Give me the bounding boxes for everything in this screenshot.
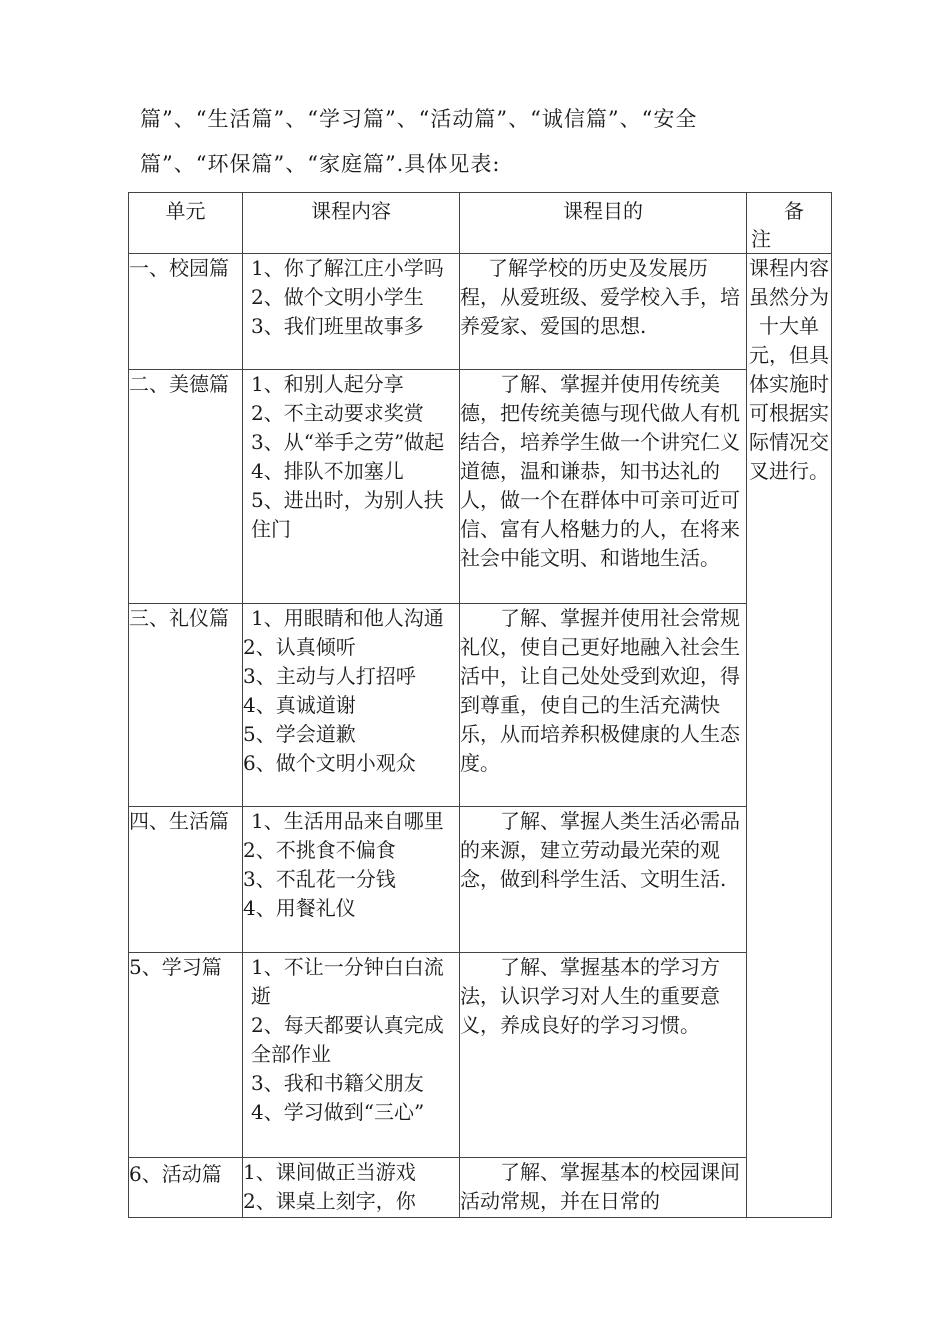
content-item: 1、课间做正当游戏 (243, 1160, 416, 1184)
unit-cell: 6、活动篇 (129, 1158, 243, 1218)
unit-cell: 一、校园篇 (129, 254, 243, 370)
content-item: 1、你了解江庄小学吗 (251, 256, 444, 280)
goal-cell: 了解、掌握并使用社会常规礼仪，使自己更好地融入社会生活中，让自己处处受到欢迎，得到尊重，使自己的生活充满快乐，从而培养积极健康的人生态度。 (460, 604, 747, 807)
content-item: 2、不挑食不偏食 (243, 838, 396, 862)
goal-cell: 了解、掌握人类生活必需品的来源，建立劳动最光荣的观念，做到科学生活、文明生活. (460, 807, 747, 953)
header-note-line2: 注 (751, 227, 771, 251)
content-item: 1、生活用品来自哪里 (251, 809, 444, 833)
course-table (128, 192, 832, 1218)
content-item: 3、从“举手之劳”做起 (251, 430, 445, 454)
content-cell (243, 370, 460, 604)
table-row (129, 1158, 832, 1218)
goal-cell: 了解、掌握并使用传统美德，把传统美德与现代做人有机结合，培养学生做一个讲究仁义道德，温和谦恭，知书达礼的人，做一个在群体中可亲可近可信、富有人格魅力的人，在将来社会中能文明、和谐地生活。 (460, 370, 747, 604)
content-item: 2、课桌上刻字，你 (243, 1189, 416, 1213)
content-item: 4、排队不加塞儿 (251, 459, 404, 483)
unit-cell: 二、美德篇 (129, 370, 243, 604)
content-item: 4、用餐礼仪 (243, 896, 356, 920)
table-row (129, 370, 832, 604)
content-item: 6、做个文明小观众 (243, 751, 416, 775)
table-row (129, 807, 832, 953)
content-item: 3、我们班里故事多 (251, 314, 424, 338)
content-item: 3、不乱花一分钱 (243, 867, 396, 891)
content-item: 4、真诚道谢 (243, 693, 356, 717)
intro-line-2: 篇”、“环保篇”、“家庭篇”.具体见表: (140, 152, 501, 176)
goal-cell: 了解、掌握基本的校园课间活动常规，并在日常的 (460, 1158, 747, 1218)
content-cell (243, 807, 460, 953)
header-content: 课程内容 (243, 193, 460, 254)
header-note (747, 193, 832, 254)
table-row (129, 604, 832, 807)
header-note-line1: 备 (784, 199, 804, 223)
content-item: 3、我和书籍父朋友 (251, 1071, 424, 1095)
content-item: 1、和别人起分享 (251, 372, 404, 396)
content-item: 2、做个文明小学生 (251, 285, 424, 309)
goal-cell: 了解学校的历史及发展历程，从爱班级、爱学校入手，培养爱家、爱国的思想. (460, 254, 747, 370)
goal-cell: 了解、掌握基本的学习方法，认识学习对人生的重要意义，养成良好的学习习惯。 (460, 953, 747, 1158)
content-item: 1、不让一分钟白白流逝 (251, 955, 444, 1008)
content-item: 3、主动与人打招呼 (243, 664, 416, 688)
table-row (129, 254, 832, 370)
content-item: 1、用眼睛和他人沟通 (251, 606, 444, 630)
content-item: 2、每天都要认真完成全部作业 (251, 1013, 444, 1066)
content-cell (243, 254, 460, 370)
unit-cell: 四、生活篇 (129, 807, 243, 953)
unit-cell: 5、学习篇 (129, 953, 243, 1158)
content-item: 5、进出时，为别人扶住门 (251, 488, 444, 541)
header-unit: 单元 (129, 193, 243, 254)
content-item: 2、不主动要求奖赏 (251, 401, 424, 425)
content-item: 2、认真倾听 (243, 635, 356, 659)
content-cell (243, 1158, 460, 1218)
content-cell (243, 953, 460, 1158)
content-item: 4、学习做到“三心” (251, 1100, 425, 1124)
content-item: 5、学会道歉 (243, 722, 356, 746)
content-cell (243, 604, 460, 807)
note-cell: 课程内容虽然分为十大单元，但具体实施时可根据实际情况交叉进行。 (747, 254, 832, 1218)
unit-cell: 三、礼仪篇 (129, 604, 243, 807)
table-header-row (129, 193, 832, 254)
intro-line-1: 篇”、“生活篇”、“学习篇”、“活动篇”、“诚信篇”、“安全 (140, 107, 698, 131)
table-row (129, 953, 832, 1158)
header-goal: 课程目的 (460, 193, 747, 254)
